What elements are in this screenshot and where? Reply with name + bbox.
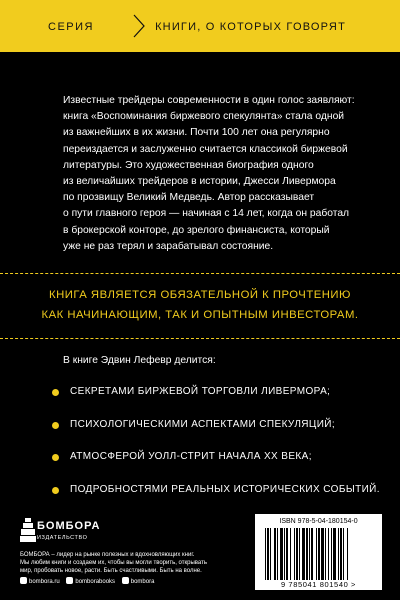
tagline-line: Мы любим книги и создаем их, чтобы вы могли творить, открывать	[20, 560, 207, 566]
description-line: Известные трейдеры современности в один голос заявляют:	[63, 95, 355, 106]
chevron-right-icon	[132, 14, 146, 38]
isbn-number: ISBN 978-5-04-180154-0	[279, 518, 358, 525]
description-line: книга «Воспоминания биржевого спекулянта» стала одной	[63, 111, 345, 123]
barcode-icon	[265, 528, 372, 580]
description-line: из важнейших в их жизни. Почти 100 лет она регулярно	[63, 127, 330, 139]
barcode-panel	[255, 514, 382, 590]
link-text: bomborabooks	[75, 579, 116, 585]
callout-divider-top	[0, 273, 400, 274]
callout-line: КАК НАЧИНАЮЩИМ, ТАК И ОПЫТНЫМ ИНВЕСТОРАМ.	[41, 309, 359, 321]
list-item-text: ПСИХОЛОГИЧЕСКИМИ АСПЕКТАМИ СПЕКУЛЯЦИЙ;	[70, 418, 336, 430]
series-banner	[0, 0, 400, 52]
link-text: bombora.ru	[29, 579, 60, 585]
globe-icon	[20, 577, 27, 584]
bullet-dot-icon	[52, 487, 59, 494]
barcode-digits: 9 785041 801540 >	[280, 580, 357, 589]
callout-line: КНИГА ЯВЛЯЕТСЯ ОБЯЗАТЕЛЬНОЙ К ПРОЧТЕНИЮ	[49, 289, 351, 301]
description-line: по прозвищу Великий Медведь. Автор рассказывает	[63, 192, 315, 204]
vk-icon	[66, 577, 73, 584]
vk-link[interactable]	[66, 579, 115, 585]
publisher-name: БОМБОРА	[37, 520, 101, 532]
description-line: о пути главного героя — начиная с 14 лет, когда он работал	[63, 208, 350, 220]
telegram-icon	[122, 577, 129, 584]
description-line: в брокерской конторе, до зрелого финансиста, который	[63, 224, 330, 236]
bombora-logo-icon	[20, 517, 36, 543]
description-line: переиздается и заслуженно считается классикой биржевой	[63, 143, 348, 155]
description-line: уже не раз терял и зарабатывал состояние.	[63, 240, 274, 252]
list-item-text: АТМОСФЕРОЙ УОЛЛ-СТРИТ НАЧАЛА XX ВЕКА;	[70, 451, 312, 463]
bullet-dot-icon	[52, 389, 59, 396]
link-text: bombora	[130, 579, 155, 585]
bullet-dot-icon	[52, 454, 59, 461]
tagline-line: БОМБОРА – лидер на рынке полезных и вдохновляющих книг.	[20, 552, 195, 558]
tagline-line: мир, пробовать новое, расти. Быть счастливыми. Быть на волне.	[20, 568, 202, 574]
publisher-tagline	[20, 551, 220, 575]
bullet-intro: В книге Эдвин Лефевр делится:	[63, 355, 216, 366]
callout-text	[0, 285, 400, 325]
series-label: СЕРИЯ	[48, 21, 94, 33]
book-description	[63, 93, 353, 255]
list-item-text: ПОДРОБНОСТЯМИ РЕАЛЬНЫХ ИСТОРИЧЕСКИХ СОБЫТИЙ.	[70, 484, 380, 496]
publisher-subtitle: ИЗДАТЕЛЬСТВО	[37, 535, 88, 541]
publisher-links	[20, 577, 159, 585]
bullet-dot-icon	[52, 422, 59, 429]
description-line: из величайших трейдеров в истории, Джесси Ливермора	[63, 176, 336, 188]
telegram-link[interactable]	[122, 579, 155, 585]
series-title: КНИГИ, О КОТОРЫХ ГОВОРЯТ	[155, 21, 346, 33]
callout-divider-bottom	[0, 338, 400, 339]
description-line: литературы. Это художественная биография одного	[63, 159, 314, 171]
list-item-text: СЕКРЕТАМИ БИРЖЕВОЙ ТОРГОВЛИ ЛИВЕРМОРА;	[70, 386, 331, 397]
website-link[interactable]	[20, 579, 60, 585]
